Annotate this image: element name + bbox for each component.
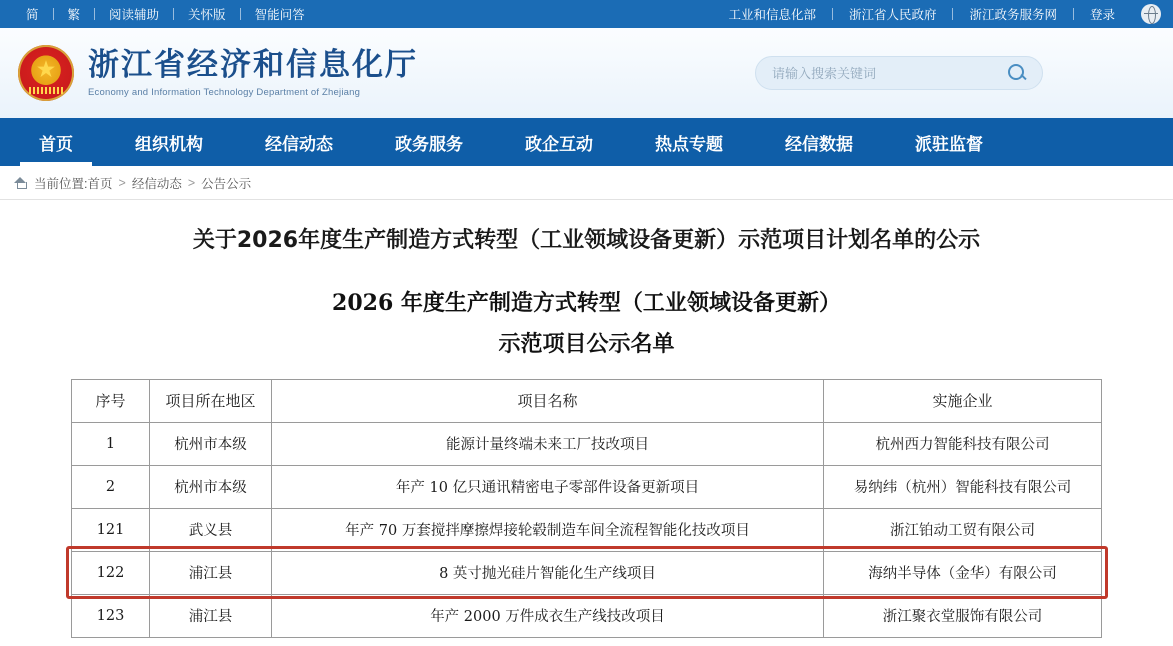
site-title: 浙江省经济和信息化厅 xyxy=(88,46,418,83)
cell-enterprise: 浙江铂动工贸有限公司 xyxy=(824,508,1102,551)
national-emblem-icon xyxy=(18,45,74,101)
cell-area: 浦江县 xyxy=(150,551,272,594)
nav-data[interactable]: 经信数据 xyxy=(785,134,853,154)
search-icon[interactable] xyxy=(1006,62,1028,84)
emblem-star: ★ xyxy=(36,59,56,81)
cell-project: 能源计量终端未来工厂技改项目 xyxy=(272,422,824,465)
link-zj-gov[interactable]: 浙江省人民政府 xyxy=(848,8,937,22)
globe-icon[interactable] xyxy=(1141,4,1161,24)
breadcrumb-separator: > xyxy=(187,175,196,190)
reading-assist[interactable]: 阅读辅助 xyxy=(109,8,160,22)
column-header-no: 序号 xyxy=(72,379,150,422)
login[interactable]: 登录 xyxy=(1089,8,1115,22)
cell-enterprise: 浙江聚衣堂服饰有限公司 xyxy=(824,594,1102,637)
cell-area: 浦江县 xyxy=(150,594,272,637)
column-header-project: 项目名称 xyxy=(272,379,824,422)
page-title: 关于2026年度生产制造方式转型（工业领域设备更新）示范项目计划名单的公示 xyxy=(192,228,981,253)
site-header xyxy=(0,28,1173,118)
nav-supervision[interactable]: 派驻监督 xyxy=(915,134,983,154)
breadcrumb-item-announcement[interactable]: 公告公示 xyxy=(201,176,252,191)
top-utility-bar xyxy=(0,0,1173,28)
link-zj-service[interactable]: 浙江政务服务网 xyxy=(969,8,1057,22)
nav-service[interactable]: 政务服务 xyxy=(395,134,463,154)
nav-interaction[interactable]: 政企互动 xyxy=(525,134,593,154)
main-navigation xyxy=(0,118,1173,166)
cell-enterprise: 易纳纬（杭州）智能科技有限公司 xyxy=(824,465,1102,508)
document-heading xyxy=(70,287,1103,361)
emblem-bars xyxy=(29,87,63,94)
cell-area: 杭州市本级 xyxy=(150,465,272,508)
cell-enterprise: 杭州西力智能科技有限公司 xyxy=(824,422,1102,465)
search-box[interactable] xyxy=(755,56,1043,90)
breadcrumb-prefix: 当前位置: xyxy=(34,176,88,191)
home-icon[interactable] xyxy=(14,177,27,188)
breadcrumb-item-home[interactable]: 首页 xyxy=(87,176,113,191)
site-subtitle: Economy and Information Technology Department of Zhejiang xyxy=(88,87,361,99)
table-row xyxy=(72,422,1102,465)
cell-enterprise: 海纳半导体（金华）有限公司 xyxy=(824,551,1102,594)
breadcrumb xyxy=(0,166,1173,200)
care-version[interactable]: 关怀版 xyxy=(188,8,226,22)
breadcrumb-item-news[interactable]: 经信动态 xyxy=(131,176,182,191)
topbar-right-group xyxy=(712,4,1161,24)
cell-no: 122 xyxy=(72,551,150,594)
nav-news[interactable]: 经信动态 xyxy=(265,134,333,154)
project-table-wrapper xyxy=(70,379,1103,638)
cell-project: 8 英寸抛光硅片智能化生产线项目 xyxy=(272,551,824,594)
cell-area: 杭州市本级 xyxy=(150,422,272,465)
site-title-block xyxy=(88,48,418,99)
table-row xyxy=(72,465,1102,508)
project-list-table xyxy=(71,379,1102,638)
table-row-highlighted xyxy=(72,551,1102,594)
cell-no: 2 xyxy=(72,465,150,508)
cell-project: 年产 10 亿只通讯精密电子零部件设备更新项目 xyxy=(272,465,824,508)
article-body xyxy=(0,200,1173,638)
cell-no: 1 xyxy=(72,422,150,465)
cell-project: 年产 2000 万件成衣生产线技改项目 xyxy=(272,594,824,637)
document-heading-line1: 2026 年度生产制造方式转型（工业领域设备更新） xyxy=(332,289,841,316)
link-miit[interactable]: 工业和信息化部 xyxy=(728,8,816,22)
table-header-row xyxy=(72,379,1102,422)
column-header-enterprise: 实施企业 xyxy=(824,379,1102,422)
lang-simplified[interactable]: 简 xyxy=(26,8,39,22)
topbar-left-group xyxy=(12,5,319,23)
cell-no: 123 xyxy=(72,594,150,637)
column-header-area: 项目所在地区 xyxy=(150,379,272,422)
table-row xyxy=(72,508,1102,551)
cell-area: 武义县 xyxy=(150,508,272,551)
breadcrumb-separator: > xyxy=(118,175,126,190)
smart-qa[interactable]: 智能问答 xyxy=(254,8,305,22)
nav-topics[interactable]: 热点专题 xyxy=(655,134,723,154)
lang-traditional[interactable]: 繁 xyxy=(67,8,81,22)
cell-no: 121 xyxy=(72,508,150,551)
nav-home[interactable]: 首页 xyxy=(8,118,104,166)
search-input[interactable] xyxy=(770,65,1006,82)
cell-project: 年产 70 万套搅拌摩擦焊接轮毂制造车间全流程智能化技改项目 xyxy=(272,508,824,551)
document-heading-line2: 示范项目公示名单 xyxy=(498,330,675,357)
table-row xyxy=(72,594,1102,637)
nav-org[interactable]: 组织机构 xyxy=(135,134,203,154)
